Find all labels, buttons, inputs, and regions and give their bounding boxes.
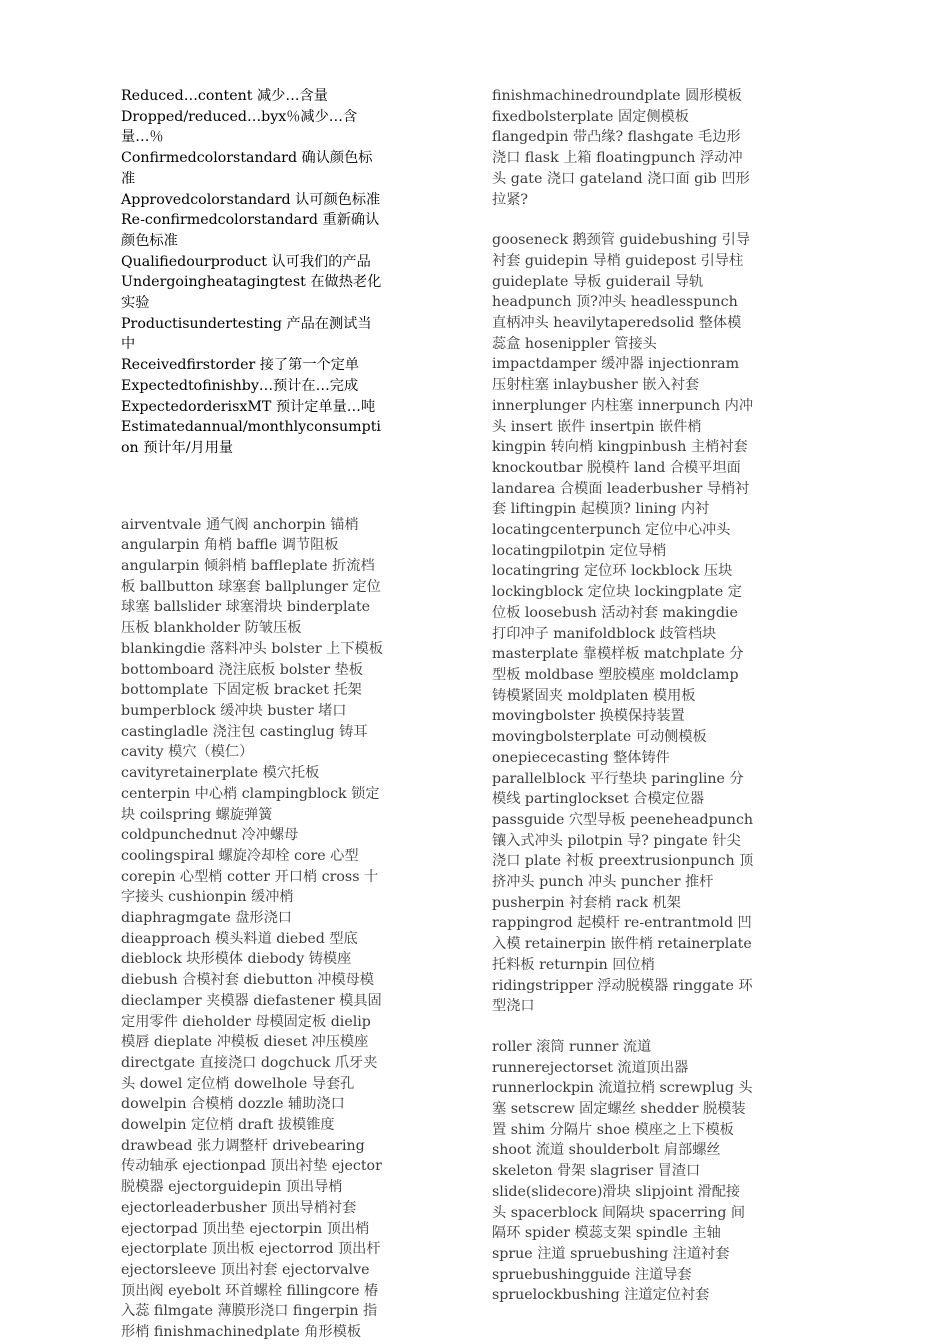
glossary-paragraph: gooseneck 鹅颈管 guidebushing 引导衬套 guidepin 导梢 guidepost 引导柱 guideplate 导板 guiderail 导轨 headpunch 顶?冲头 headlesspunch 直柄冲头 heavilytaperedsolid 整体模蕊盒 hosenippler 管接头 impactdamper 缓冲器 injectionram 压射柱塞 inlaybusher 嵌入衬套 innerplunger 内柱塞 innerpunch 内冲头 insert 嵌件 insertpin 嵌件梢 kingpin 转向梢 kingpinbush 主梢衬套 knockoutbar 脱模杵 land 合模平坦面 landarea 合模面 leaderbusher 导梢衬套 liftingpin 起模顶? lining 内衬 locatingcenterpunch 定位中心冲头 locatingpilotpin 定位导梢 locatingring 定位环 lockblock 压块 lockingblock 定位块 lockingplate 定位板 loosebush 活动衬套 makingdie 打印冲子 manifoldblock 歧管档块 masterplate 靠模样板 matchplate 分型板 moldbase 塑胶模座 moldclamp 铸模紧固夹 moldplaten 模用板 movingbolster 换模保持装置 movingbolsterplate 可动侧模板 onepiececasting 整体铸件 parallelblock 平行垫块 paringline 分模线 partinglockset 合模定位器 passguide 穴型导板 peeneheadpunch 镶入式冲头 pilotpin 导? pingate 针尖浇口 plate 衬板 preextrusionpunch 顶挤冲头 punch 冲头 puncher 推杆 pusherpin 衬套梢 rack 机架 rappingrod 起模杆 re-entrantmold 凹入模 retainerpin 嵌件梢 retainerplate 托料板 returnpin 回位梢 ridingstripper 浮动脱模器 ringgate 环型浇口 [492,232,754,1015]
glossary-paragraph: finishmachinedroundplate 圆形模板 fixedbolsterplate 固定侧模板 flangedpin 带凸缘? flashgate 毛边形浇口 flask 上箱 floatingpunch 浮动冲头 gate 浇口 gateland 浇口面 gib 凹形拉紧? [492,88,750,208]
phrase-line: Approvedcolorstandard 认可颜色标准 [121,191,381,208]
phrase-line: Expectedtofinishby…预计在…完成 [121,377,359,394]
phrase-line: Reduced…content 减少…含量 [121,88,328,104]
phrase-line: Qualifiedourproduct 认可我们的产品 [121,253,371,270]
phrase-line: Productisundertesting 产品在测试当中 [121,315,372,353]
phrase-line: Receivedfirstorder 接了第一个定单 [121,357,360,374]
phrase-list [121,86,383,459]
phrase-line: Undergoingheatagingtest 在做热老化实验 [121,274,382,312]
phrase-line: Confirmedcolorstandard 确认颜色标准 [121,150,373,187]
phrase-line: Estimatedannual/monthlyconsumption 预计年/月用量 [121,419,381,456]
phrase-line: Dropped/reduced…byx％减少…含量…％ [121,108,358,146]
left-column [121,86,383,1343]
phrase-line: Re-confirmedcolorstandard 重新确认颜色标准 [121,212,380,249]
glossary-paragraph: airventvale 通气阀 anchorpin 锚梢 angularpin 角梢 baffle 调节阻板 angularpin 倾斜梢 baffleplate 折流档板 ballbutton 球塞套 ballplunger 定位球塞 ballslider 球塞滑块 binderplate 压板 blankholder 防皱压板 blankingdie 落料冲头 bolster 上下模板 bottomboard 浇注底板 bolster 垫板 bottomplate 下固定板 bracket 托架 bumperblock 缓冲块 buster 堵口 castingladle 浇注包 castinglug 铸耳 cavity 模穴（模仁）cavityretainerplate 模穴托板 centerpin 中心梢 clampingblock 锁定块 coilspring 螺旋弹簧 coldpunchednut 冷冲螺母 coolingspiral 螺旋冷却栓 core 心型 corepin 心型梢 cotter 开口梢 cross 十字接头 cushionpin 缓冲梢 diaphragmgate 盘形浇口 dieapproach 模头料道 diebed 型底 dieblock 块形模体 diebody 铸模座 diebush 合模衬套 diebutton 冲模母模 dieclamper 夹模器 diefastener 模具固定用零件 dieholder 母模固定板 dielip 模唇 dieplate 冲模板 dieset 冲压模座 directgate 直接浇口 dogchuck 爪牙夹头 dowel 定位梢 dowelhole 导套孔 dowelpin 合模梢 dozzle 辅助浇口 dowelpin 定位梢 draft 拔模锥度 drawbead 张力调整杆 drivebearing 传动轴承 ejectionpad 顶出衬垫 ejector 脱模器 ejectorguidepin 顶出导梢 ejectorleaderbusher 顶出导梢衬套 ejectorpad 顶出垫 ejectorpin 顶出梢 ejectorplate 顶出板 ejectorrod 顶出杆 ejectorsleeve 顶出衬套 ejectorvalve 顶出阀 eyebolt 环首螺栓 fillingcore 椿入蕊 filmgate 薄膜形浇口 fingerpin 指形梢 finishmachinedplate 角形模板 [121,516,383,1341]
glossary-paragraph: roller 滚筒 runner 流道 runnerejectorset 流道顶出器 runnerlockpin 流道拉梢 screwplug 头塞 setscrew 固定螺丝 shedder 脱模装置 shim 分隔片 shoe 模座之上下模板 shoot 流道 shoulderbolt 肩部螺丝 skeleton 骨架 slagriser 冒渣口 slide(slidecore)滑块 slipjoint 滑配接头 spacerblock 间隔块 spacerring 间隔环 spider 模蕊支架 spindle 主轴 sprue 注道 spruebushing 注道衬套 spruebushingguide 注道导套 spruelockbushing 注道定位衬套 [492,1038,753,1304]
phrase-line: ExpectedorderisxMT 预计定单量…吨 [121,398,376,415]
right-column [492,86,754,1306]
